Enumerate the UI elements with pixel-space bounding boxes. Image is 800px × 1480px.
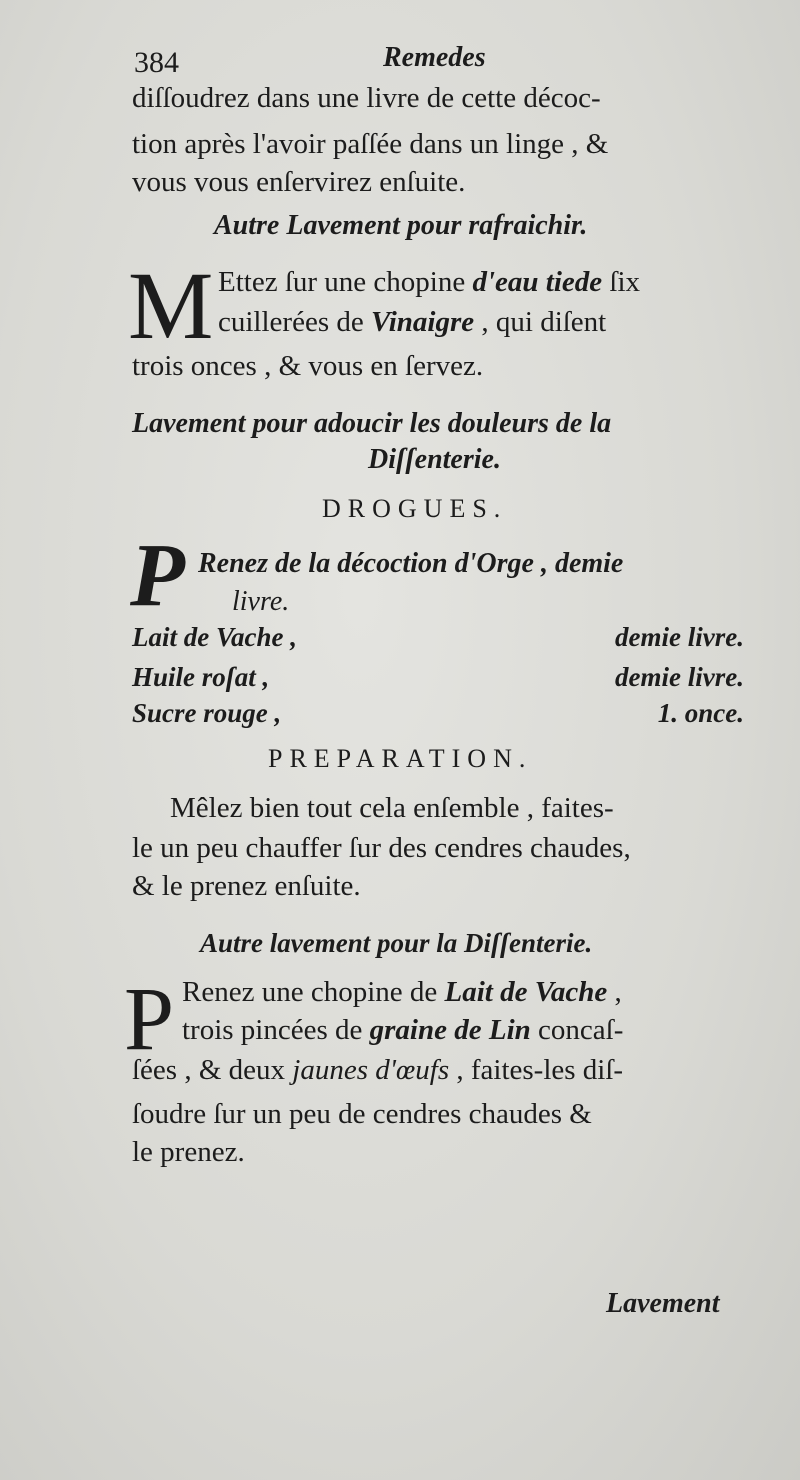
text-line <box>182 1014 623 1047</box>
text-span: Vinaigre <box>370 306 475 338</box>
text-span: , qui diſent <box>474 306 607 338</box>
text-span: , faites-les diſ- <box>449 1054 624 1086</box>
text-span: ſées , & deux <box>132 1054 293 1086</box>
text-line: tion après l'avoir paſſée dans un linge , & <box>132 128 609 160</box>
text-span: Lait de Vache <box>444 976 608 1008</box>
section-heading: Lavement pour adoucir les douleurs de la <box>132 408 612 439</box>
text-line: vous vous enſervirez enſuite. <box>132 166 466 198</box>
section-heading: Autre Lavement pour rafraichir. <box>214 210 588 241</box>
text-line: le prenez. <box>132 1136 245 1168</box>
section-heading: Diſſenterie. <box>368 444 501 475</box>
text-line <box>218 306 606 339</box>
ingredient-qty: 1. once. <box>657 698 744 728</box>
text-line: livre. <box>232 586 290 617</box>
sub-heading: DROGUES. <box>322 494 508 523</box>
text-span: Ettez ſur une chopine <box>218 266 473 298</box>
catchword: Lavement <box>606 1288 720 1319</box>
drop-capital: P <box>124 970 175 1069</box>
text-line: diſſoudrez dans une livre de cette décoc- <box>132 82 601 114</box>
text-line: ſoudre ſur un peu de cendres chaudes & <box>132 1098 592 1130</box>
ingredient-name: Huile roſat , <box>132 662 270 692</box>
text-span: concaſ- <box>530 1014 624 1046</box>
text-span: graine de Lin <box>369 1014 531 1046</box>
ingredient-row <box>132 696 744 730</box>
drop-capital: M <box>128 252 214 359</box>
section-heading: Autre lavement pour la Diſſenterie. <box>200 928 593 958</box>
text-span: d'eau tiede <box>472 266 603 298</box>
text-span: ſix <box>602 266 641 298</box>
text-span: trois pincées de <box>182 1014 370 1046</box>
page-number: 384 <box>134 46 179 79</box>
sub-heading: PREPARATION. <box>268 744 533 773</box>
text-line: trois onces , & vous en ſervez. <box>132 350 484 382</box>
text-line: & le prenez enſuite. <box>132 870 361 902</box>
ingredient-row <box>132 660 744 694</box>
text-span: Renez une chopine de <box>182 976 445 1008</box>
running-title: Remedes <box>383 42 486 73</box>
ingredient-name: Sucre rouge , <box>132 698 282 728</box>
ingredient-name: Lait de Vache , <box>132 622 297 652</box>
text-span: cuillerées de <box>218 306 371 338</box>
text-line: le un peu chauffer ſur des cendres chaudes, <box>132 832 631 864</box>
text-line <box>218 266 640 299</box>
ingredient-qty: demie livre. <box>615 622 744 652</box>
text-line <box>182 976 622 1009</box>
text-span: , <box>607 976 622 1008</box>
text-line: Mêlez bien tout cela enſemble , faites- <box>170 792 614 824</box>
text-line <box>132 1054 623 1087</box>
text-line: Renez de la décoction d'Orge , demie <box>198 548 624 579</box>
ingredient-row <box>132 620 744 654</box>
text-span: jaunes d'œufs <box>292 1054 450 1086</box>
drop-capital: P <box>130 526 185 625</box>
ingredient-qty: demie livre. <box>615 662 744 692</box>
